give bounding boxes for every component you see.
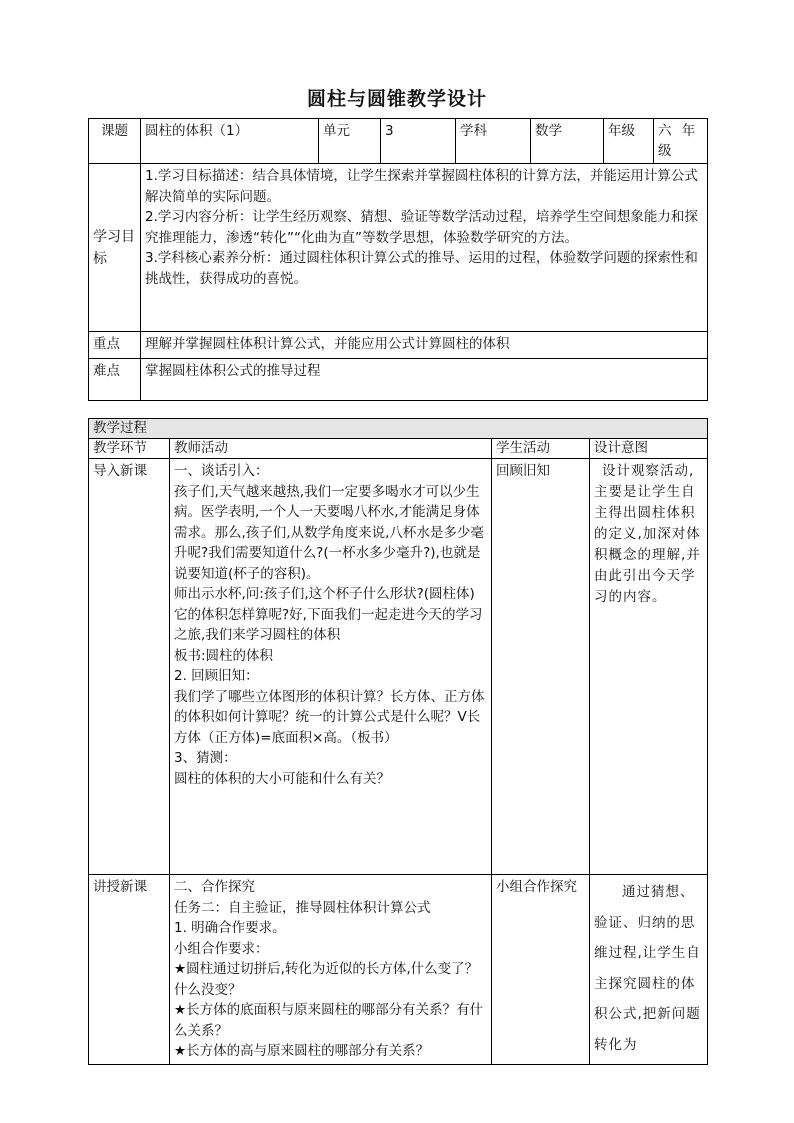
column-header-intent: 设计意图 xyxy=(590,439,708,459)
teacher-line: 孩子们,天气越来越热,我们一定要多喝水才可以少生病。医学表明,一个人一天要喝八杯水,才能满足身体需求。那么,孩子们,从数学角度来说,八杯水是多少毫升呢?我们需要知道什么?(一杯水多少毫升?),也就是说要知道(杯子的容积)。 xyxy=(174,483,484,582)
course-label: 课题 xyxy=(89,119,141,164)
teacher-line: 一、谈话引入： xyxy=(174,463,269,479)
teacher-line: ★长方体的底面积与原来圆柱的哪部分有关系？有什么关系？ xyxy=(174,1002,484,1039)
unit-label: 单元 xyxy=(319,119,381,164)
teacher-line: 师出示水杯,问:孩子们,这个杯子什么形状?(圆柱体)它的体积怎样算呢?好,下面我们一起走进今天的学习之旅,我们来学习圆柱的体积 xyxy=(174,586,483,643)
page-title: 圆柱与圆锥教学设计 xyxy=(306,88,487,110)
teacher-line: 二、合作探究 xyxy=(174,879,255,895)
course-info-table xyxy=(88,118,708,401)
process-header: 教学过程 xyxy=(89,419,708,439)
teacher-line: 任务二：自主验证，推导圆柱体积计算公式 xyxy=(174,899,431,916)
objectives-cell xyxy=(141,164,708,332)
table-row xyxy=(89,875,708,1065)
design-intent-cell: 设计观察活动,主要是让学生自主得出圆柱体积的定义,加深对体积概念的理解,并由此引出今天学习的内容。 xyxy=(590,459,708,875)
student-activity-cell: 小组合作探究 xyxy=(492,875,590,1065)
subject-value: 数学 xyxy=(531,119,604,164)
teacher-line: 我们学了哪些立体图形的体积计算？长方体、正方体的体积如何计算呢？统一的计算公式是什么呢？V长方体（正方体)=底面积×高。（板书） xyxy=(174,688,485,746)
teacher-activity-cell xyxy=(170,875,492,1065)
teacher-line: 圆柱的体积的大小可能和什么有关？ xyxy=(174,770,390,787)
teaching-process-table xyxy=(88,418,708,1065)
objectives-label: 学习目标 xyxy=(89,164,141,332)
teacher-line: 小组合作要求： xyxy=(174,940,269,957)
student-activity-cell: 回顾旧知 xyxy=(492,459,590,875)
grade-label: 年级 xyxy=(604,119,654,164)
objective-item: 1.学习目标描述：结合具体情境，让学生探索并掌握圆柱体积的计算方法，并能运用计算公式解决简单的实际问题。 xyxy=(145,168,698,205)
stage-cell: 导入新课 xyxy=(89,459,170,875)
design-intent-cell: 通过猜想、验证、归纳的思维过程,让学生自主探究圆柱的体积公式,把新问题转化为 xyxy=(590,875,708,1065)
teacher-line: ★长方体的高与原来圆柱的哪部分有关系？ xyxy=(174,1043,430,1059)
subject-label: 学科 xyxy=(456,119,531,164)
difficulty-value: 掌握圆柱体积公式的推导过程 xyxy=(141,359,708,401)
teacher-line: 2. 回顾旧知： xyxy=(174,668,259,684)
column-header-teacher: 教师活动 xyxy=(170,439,492,459)
key-point-value: 理解并掌握圆柱体积计算公式，并能应用公式计算圆柱的体积 xyxy=(141,332,708,359)
column-header-stage: 教学环节 xyxy=(89,439,170,459)
teacher-line: 1. 明确合作要求。 xyxy=(174,920,286,936)
table-row xyxy=(89,459,708,875)
objective-item: 2.学习内容分析：让学生经历观察、猜想、验证等数学活动过程，培养学生空间想象能力和探究推理能力，渗透“转化”“化曲为直”等数学思想，体验数学研究的方法。 xyxy=(145,209,698,246)
column-header-student: 学生活动 xyxy=(492,439,590,459)
teacher-line: 3、猜测： xyxy=(174,750,237,766)
difficulty-label: 难点 xyxy=(89,359,141,401)
teacher-line: ★圆柱通过切拼后,转化为近似的长方体,什么变了？什么没变？ xyxy=(174,961,479,998)
key-point-label: 重点 xyxy=(89,332,141,359)
objective-item: 3.学科核心素养分析：通过圆柱体积计算公式的推导、运用的过程，体验数学问题的探索性和挑战性，获得成功的喜悦。 xyxy=(145,250,698,287)
stage-cell: 讲授新课 xyxy=(89,875,170,1065)
teacher-activity-cell xyxy=(170,459,492,875)
course-value: 圆柱的体积（1） xyxy=(141,119,319,164)
grade-value: 六 年级 xyxy=(654,119,708,164)
unit-value: 3 xyxy=(381,119,456,164)
teacher-line: 板书:圆柱的体积 xyxy=(174,647,274,664)
